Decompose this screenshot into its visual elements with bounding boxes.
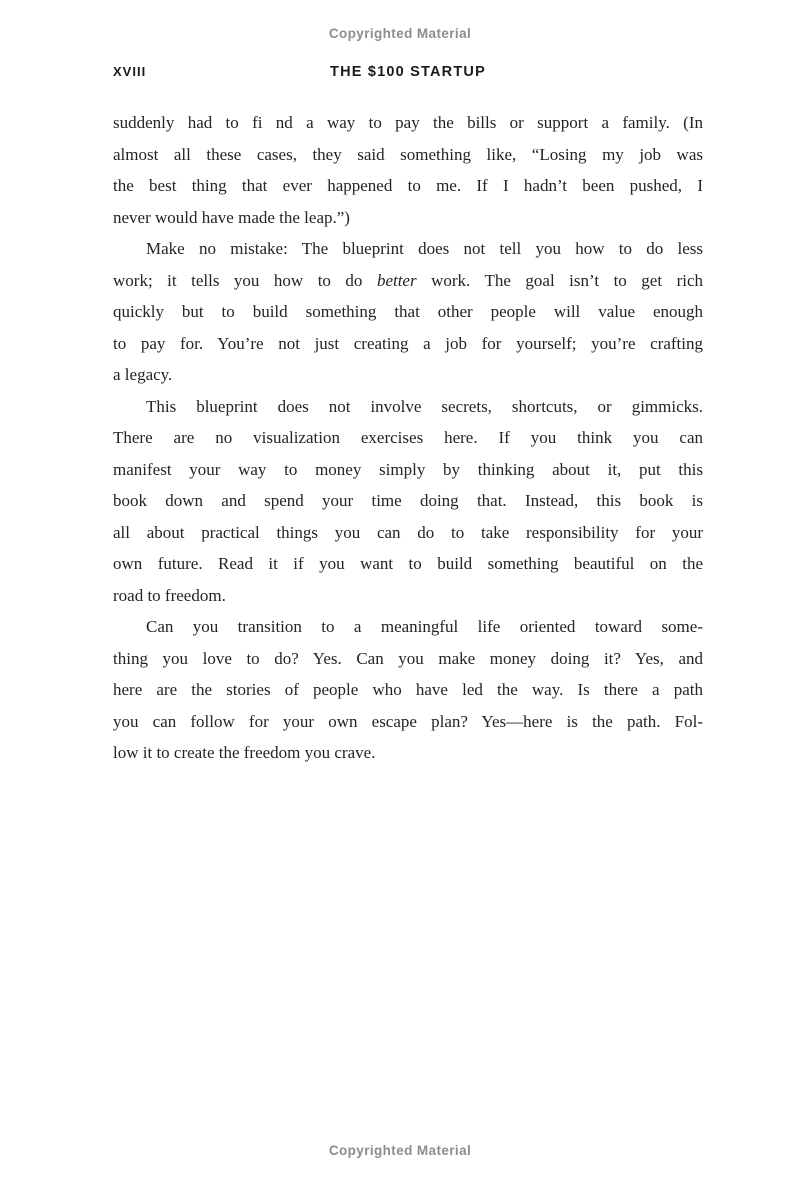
copyright-notice-bottom: Copyrighted Material: [328, 1143, 472, 1158]
text-line: [113, 391, 703, 423]
text-line: [113, 296, 703, 328]
text-segment: you can follow for your own escape plan? Yes—here is the path. Fol-: [113, 711, 703, 731]
text-segment: work. The goal isn’t to get rich: [416, 270, 703, 290]
body-text: [113, 107, 703, 769]
text-segment: work; it tells you how to do: [113, 270, 377, 290]
text-segment: manifest your way to money simply by thinking about it, put this: [113, 459, 703, 479]
text-segment: Can you transition to a meaningful life oriented toward some-: [146, 617, 703, 636]
text-line: [113, 170, 703, 202]
text-line: [113, 202, 703, 234]
running-header: [113, 64, 703, 84]
copyright-notice-top: Copyrighted Material: [328, 26, 472, 41]
text-line: [113, 643, 703, 675]
text-line: [113, 107, 703, 139]
text-segment: to pay for. You’re not just creating a job for yourself; you’re crafting: [113, 333, 703, 353]
text-line: [113, 233, 703, 265]
paragraph: [113, 391, 703, 612]
text-segment: Make no mistake: The blueprint does not tell you how to do less: [146, 239, 703, 258]
text-segment: book down and spend your time doing that. Instead, this book is: [113, 491, 703, 510]
text-segment: thing you love to do? Yes. Can you make money doing it? Yes, and: [113, 648, 703, 668]
text-segment: suddenly had to fi nd a way to pay the bills or support a family. (In: [113, 113, 703, 132]
text-line: [113, 580, 703, 612]
text-line: [113, 611, 703, 643]
text-segment: road to freedom.: [113, 585, 226, 605]
paragraph: [113, 233, 703, 391]
italic-text: better: [376, 270, 417, 290]
text-line: [113, 139, 703, 171]
paragraph: [113, 107, 703, 233]
text-segment: the best thing that ever happened to me. If I hadn’t been pushed, I: [113, 176, 703, 195]
text-line: [113, 359, 703, 391]
running-title: THE $100 STARTUP: [330, 64, 486, 80]
text-segment: There are no visualization exercises here. If you think you can: [113, 428, 703, 447]
text-segment: a legacy.: [113, 365, 173, 384]
text-segment: here are the stories of people who have led the way. Is there a path: [113, 680, 703, 699]
text-segment: own future. Read it if you want to build something beautiful on the: [113, 554, 703, 573]
text-line: [113, 422, 703, 454]
text-line: [113, 517, 703, 549]
text-line: [113, 737, 703, 769]
text-segment: quickly but to build something that other people will value enough: [113, 302, 703, 321]
text-segment: almost all these cases, they said something like, “Losing my job was: [113, 144, 703, 164]
text-line: [113, 265, 703, 297]
text-segment: This blueprint does not involve secrets, shortcuts, or gimmicks.: [146, 396, 703, 416]
text-line: [113, 548, 703, 580]
text-line: [113, 674, 703, 706]
text-segment: low it to create the freedom you crave.: [113, 743, 376, 762]
text-segment: all about practical things you can do to take responsibility for your: [113, 522, 703, 542]
text-line: [113, 706, 703, 738]
text-line: [113, 485, 703, 517]
page-number-folio: XVIII: [113, 64, 147, 79]
text-line: [113, 328, 703, 360]
text-segment: never would have made the leap.”): [113, 207, 350, 227]
text-line: [113, 454, 703, 486]
paragraph: [113, 611, 703, 769]
